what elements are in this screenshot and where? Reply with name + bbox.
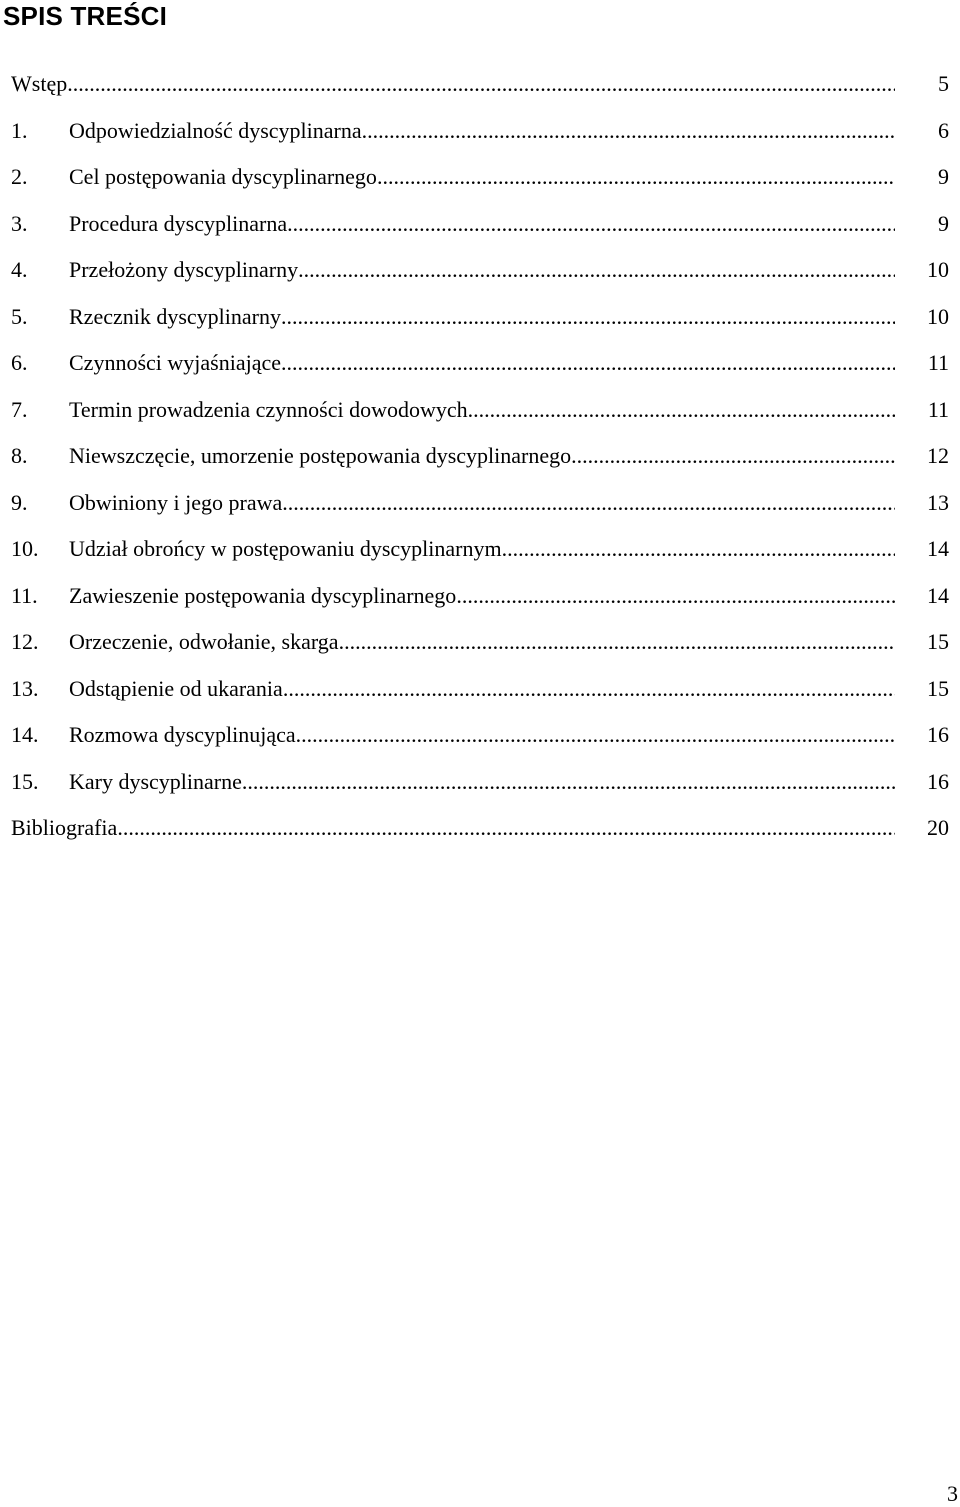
toc-leader-dots xyxy=(283,666,895,713)
toc-entry-label: Orzeczenie, odwołanie, skarga xyxy=(69,629,339,654)
toc-entry-8[interactable] xyxy=(11,433,949,480)
toc-entry-3[interactable] xyxy=(11,201,949,248)
toc-entry-1[interactable] xyxy=(11,108,949,155)
toc-entry-label: Niewszczęcie, umorzenie postępowania dyscyplinarnego xyxy=(69,443,572,468)
toc-leader-dots xyxy=(281,294,895,341)
toc-entry-14[interactable] xyxy=(11,712,949,759)
toc-entry-page: 15 xyxy=(927,675,949,701)
toc-leader-dots xyxy=(377,154,895,201)
toc-entry-number: 4. xyxy=(11,257,28,282)
toc-entry-5[interactable] xyxy=(11,294,949,341)
page-number: 3 xyxy=(947,1481,958,1506)
toc-entry-page: 9 xyxy=(938,164,949,189)
toc-entry-12[interactable] xyxy=(11,619,949,666)
toc-list xyxy=(11,61,949,852)
toc-leader-dots xyxy=(456,573,895,620)
toc-entry-page: 12 xyxy=(927,443,949,468)
toc-leader-dots xyxy=(571,433,895,480)
toc-entry-label: Odpowiedzialność dyscyplinarna xyxy=(69,117,362,143)
toc-entry-number: 13. xyxy=(11,675,39,701)
toc-entry-page: 6 xyxy=(938,117,949,143)
toc-leader-dots xyxy=(242,759,895,806)
toc-entry-page: 5 xyxy=(938,71,949,96)
toc-entry-bibliografia[interactable] xyxy=(11,805,949,852)
toc-entry-number: 9. xyxy=(11,489,28,515)
toc-entry-6[interactable] xyxy=(11,340,949,387)
toc-leader-dots xyxy=(282,480,895,527)
toc-entry-page: 15 xyxy=(927,629,949,654)
toc-entry-number: 6. xyxy=(11,350,28,375)
toc-entry-label: Odstąpienie od ukarania xyxy=(69,675,283,701)
toc-entry-page: 14 xyxy=(927,582,949,608)
toc-entry-page: 16 xyxy=(927,722,949,747)
toc-entry-2[interactable] xyxy=(11,154,949,201)
toc-leader-dots xyxy=(298,247,895,294)
toc-entry-wstep[interactable] xyxy=(11,61,949,108)
toc-entry-15[interactable] xyxy=(11,759,949,806)
toc-entry-label: Zawieszenie postępowania dyscyplinarnego xyxy=(69,582,457,608)
toc-entry-13[interactable] xyxy=(11,666,949,713)
toc-leader-dots xyxy=(296,712,895,759)
toc-leader-dots xyxy=(117,805,895,852)
toc-entry-number: 7. xyxy=(11,396,28,422)
toc-entry-label: Obwiniony i jego prawa xyxy=(69,489,283,515)
toc-entry-label: Rozmowa dyscyplinująca xyxy=(69,722,296,747)
toc-entry-label: Kary dyscyplinarne xyxy=(69,768,242,794)
toc-entry-number: 11. xyxy=(11,582,38,608)
toc-leader-dots xyxy=(502,526,895,573)
toc-entry-number: 12. xyxy=(11,629,39,654)
toc-entry-number: 14. xyxy=(11,722,39,747)
toc-entry-10[interactable] xyxy=(11,526,949,573)
toc-entry-number: 10. xyxy=(11,536,39,561)
toc-entry-7[interactable] xyxy=(11,387,949,434)
toc-entry-number: 3. xyxy=(11,210,28,236)
toc-entry-number: 1. xyxy=(11,117,28,143)
toc-entry-page: 10 xyxy=(927,303,949,329)
toc-entry-label: Wstęp xyxy=(11,71,68,96)
toc-entry-page: 9 xyxy=(938,210,949,236)
toc-leader-dots xyxy=(362,108,895,155)
toc-entry-label: Przełożony dyscyplinarny xyxy=(69,257,299,282)
toc-entry-4[interactable] xyxy=(11,247,949,294)
toc-entry-number: 2. xyxy=(11,164,28,189)
toc-entry-number: 5. xyxy=(11,303,28,329)
toc-entry-label: Termin prowadzenia czynności dowodowych xyxy=(69,396,468,422)
toc-entry-label: Czynności wyjaśniające xyxy=(69,350,281,375)
toc-entry-9[interactable] xyxy=(11,480,949,527)
toc-entry-page: 11 xyxy=(927,350,949,375)
toc-entry-page: 14 xyxy=(927,536,949,561)
toc-entry-page: 20 xyxy=(927,815,949,840)
toc-entry-number: 8. xyxy=(11,443,28,468)
toc-entry-page: 11 xyxy=(927,396,949,422)
toc-leader-dots xyxy=(287,201,895,248)
toc-entry-11[interactable] xyxy=(11,573,949,620)
toc-leader-dots xyxy=(339,619,895,666)
toc-entry-label: Cel postępowania dyscyplinarnego xyxy=(69,164,377,189)
toc-title: SPIS TREŚCI xyxy=(3,1,168,31)
toc-leader-dots xyxy=(67,61,895,108)
toc-leader-dots xyxy=(281,340,895,387)
toc-entry-page: 16 xyxy=(927,768,949,794)
toc-entry-label: Bibliografia xyxy=(11,815,118,840)
toc-entry-page: 10 xyxy=(927,257,949,282)
toc-entry-number: 15. xyxy=(11,768,39,794)
toc-entry-page: 13 xyxy=(927,489,949,515)
toc-leader-dots xyxy=(468,387,895,434)
toc-entry-label: Rzecznik dyscyplinarny xyxy=(69,303,281,329)
toc-entry-label: Udział obrońcy w postępowaniu dyscyplinarnym xyxy=(69,536,502,561)
toc-entry-label: Procedura dyscyplinarna xyxy=(69,210,288,236)
